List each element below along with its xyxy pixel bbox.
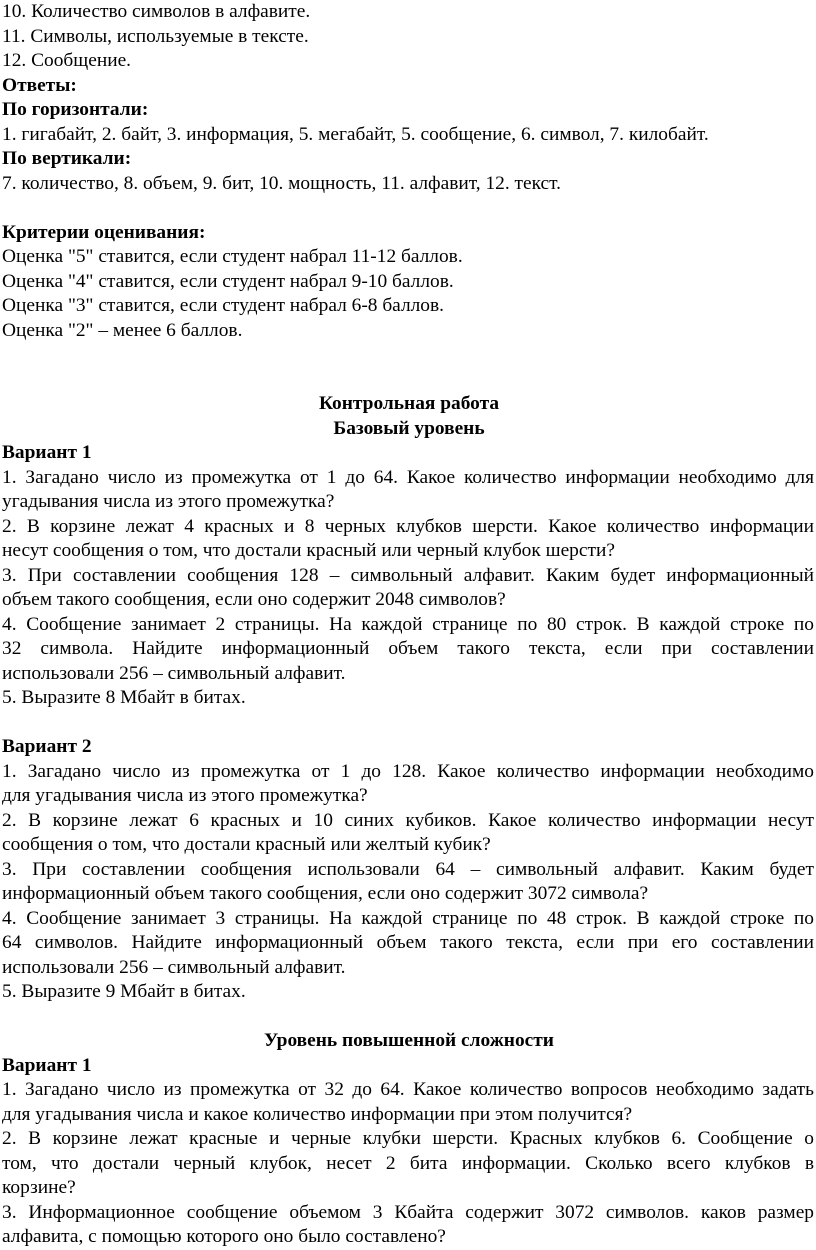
question-line: 4. Сообщение занимает 2 страницы. На каждой странице по 80 строк. В каждой строке по	[2, 613, 814, 635]
horizontal-heading: По горизонтали:	[2, 99, 149, 120]
question-line: 3. При составлении сообщения 128 – символьный алфавит. Каким будет информационный	[2, 564, 814, 586]
question-line: 3. При составлении сообщения использовали 64 – символьный алфавит. Каким будет	[2, 858, 814, 880]
question-line: 3. Информационное сообщение объемом 3 Кбайта содержит 3072 символов. каков размер	[2, 1201, 814, 1223]
question-line: информационный объем такого сообщения, если оно содержит 3072 символа?	[2, 883, 649, 904]
question-line: 2. В корзине лежат красные и черные клубки шерсти. Красных клубков 6. Сообщение о	[2, 1128, 814, 1149]
question-line: использовали 256 – символьный алфавит.	[2, 662, 346, 684]
vertical-answers: 7. количество, 8. объем, 9. бит, 10. мощность, 11. алфавит, 12. текст.	[2, 172, 562, 194]
question-line: 2. В корзине лежат 6 красных и 10 синих кубиков. Какое количество информации несут	[2, 809, 814, 831]
question-line: несут сообщения о том, что достали красный или черный клубок шерсти?	[2, 540, 615, 561]
criteria-line: Оценка "2" – менее 6 баллов.	[2, 319, 243, 341]
adv-variant1-heading: Вариант 1	[2, 1054, 92, 1076]
criteria-heading: Критерии оценивания:	[2, 221, 206, 243]
question-line: 64 символов. Найдите информационный объем такого текста, если при его составлении	[2, 932, 814, 953]
question-line: сообщения о том, что достали красный или желтый кубик?	[2, 834, 491, 855]
answers-heading: Ответы:	[2, 74, 77, 96]
question-line: для угадывания числа и какое количество информации при этом получится?	[2, 1103, 633, 1125]
horizontal-answers: 1. гигабайт, 2. байт, 3. информация, 5. мегабайт, 5. сообщение, 6. символ, 7. килобайт.	[2, 123, 709, 145]
question-line: 1. Загадано число из промежутка от 1 до 64. Какое количество информации необходимо для	[2, 466, 814, 488]
criteria-line: Оценка "3" ставится, если студент набрал 6-8 баллов.	[2, 295, 445, 316]
question-line: угадывания числа из этого промежутка?	[2, 491, 335, 512]
question-line: 5. Выразите 8 Мбайт в битах.	[2, 687, 246, 708]
question-line: объем такого сообщения, если оно содержит 2048 символов?	[2, 589, 506, 610]
spacer	[2, 1005, 816, 1030]
variant2-heading: Вариант 2	[2, 736, 92, 757]
spacer	[2, 196, 816, 221]
question-line: 4. Сообщение занимает 3 страницы. На каждой странице по 48 строк. В каждой строке по	[2, 907, 814, 929]
criteria-line: Оценка "5" ставится, если студент набрал 11-12 баллов.	[2, 246, 463, 267]
advanced-level-heading: Уровень повышенной сложности	[264, 1030, 554, 1051]
crossword-item: 11. Символы, используемые в тексте.	[2, 25, 309, 47]
question-line: 32 символа. Найдите информационный объем такого текста, если при составлении	[2, 638, 814, 659]
question-line: 1. Загадано число из промежутка от 1 до 128. Какое количество информации необходимо	[2, 760, 814, 782]
basic-level-heading: Базовый уровень	[333, 417, 485, 439]
question-line: 2. В корзине лежат 4 красных и 8 черных клубков шерсти. Какое количество информации	[2, 515, 814, 537]
crossword-item: 10. Количество символов в алфавите.	[2, 1, 311, 22]
test-title: Контрольная работа	[318, 393, 500, 414]
question-line: корзине?	[2, 1177, 76, 1198]
question-line: для угадывания числа из этого промежутка?	[2, 785, 368, 806]
question-line: том, что достали черный клубок, несет 2 бита информации. Сколько всего клубков в	[2, 1152, 814, 1174]
vertical-heading: По вертикали:	[2, 148, 132, 169]
question-line: алфавита, с помощью которого оно было составлено?	[2, 1226, 446, 1247]
spacer	[2, 343, 816, 392]
question-line: 1. Загадано число из промежутка от 32 до 64. Какое количество вопросов необходимо задать	[2, 1079, 814, 1100]
spacer	[2, 711, 816, 736]
question-line: использовали 256 – символьный алфавит.	[2, 956, 346, 978]
crossword-item: 12. Сообщение.	[2, 50, 132, 71]
question-line: 5. Выразите 9 Мбайт в битах.	[2, 981, 246, 1002]
variant1-heading: Вариант 1	[2, 442, 92, 463]
criteria-line: Оценка "4" ставится, если студент набрал 9-10 баллов.	[2, 270, 454, 292]
